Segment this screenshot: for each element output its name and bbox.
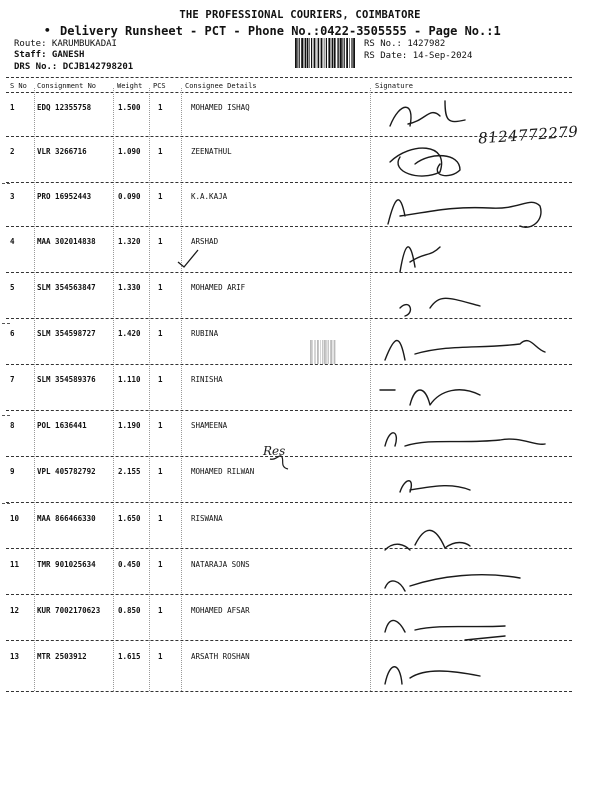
header-rule-top xyxy=(6,77,572,78)
row-consignment-no: VLR 3266716 xyxy=(37,147,87,156)
check-mark-icon xyxy=(176,248,200,268)
signature-mark xyxy=(370,462,570,508)
row-consignment-no: SLM 354563847 xyxy=(37,283,96,292)
staff-label: Staff: GANESH xyxy=(14,50,85,60)
row-sno: 13 xyxy=(10,652,20,661)
col-weight: Weight xyxy=(117,82,143,90)
row-consignee: ARSHAD xyxy=(191,237,219,246)
row-consignee: RISWANA xyxy=(191,514,223,523)
company-title: THE PROFESSIONAL COURIERS, COIMBATORE xyxy=(179,9,421,21)
row-consignee: SHAMEENA xyxy=(191,421,228,430)
row-pcs: 1 xyxy=(158,329,163,338)
row-consignment-no: KUR 7002170623 xyxy=(37,606,101,615)
col-separator xyxy=(113,88,114,691)
handwritten-phone-note: 8124772279 xyxy=(477,122,579,148)
row-sno: 3 xyxy=(10,192,15,201)
row-weight: 1.420 xyxy=(118,329,141,338)
row-pcs: 1 xyxy=(158,652,163,661)
row-consignee: ZEENATHUL xyxy=(191,147,232,156)
row-pcs: 1 xyxy=(158,514,163,523)
route-label: Route: KARUMBUKADAI xyxy=(14,39,117,49)
row-weight: 1.090 xyxy=(118,147,141,156)
signature-mark xyxy=(370,556,570,602)
col-separator xyxy=(34,88,35,691)
row-weight: 1.320 xyxy=(118,237,141,246)
row-pcs: 1 xyxy=(158,467,163,476)
signature-mark xyxy=(370,602,570,648)
rest-stroke-icon xyxy=(268,449,290,471)
row-weight: 0.850 xyxy=(118,606,141,615)
row-sno: 8 xyxy=(10,421,15,430)
col-separator xyxy=(181,88,182,691)
row-consignee: RINISHA xyxy=(191,375,223,384)
col-pcs: PCS xyxy=(153,82,166,90)
row-consignee: MOHAMED AFSAR xyxy=(191,606,250,615)
row-sno: 6 xyxy=(10,329,15,338)
row-consignment-no: MAA 302014838 xyxy=(37,237,96,246)
row-sno: 1 xyxy=(10,103,15,112)
row-weight: 2.155 xyxy=(118,467,141,476)
signature-mark xyxy=(370,510,570,556)
edge-mark xyxy=(2,415,10,416)
row-pcs: 1 xyxy=(158,237,163,246)
row-sno: 4 xyxy=(10,237,15,246)
col-consignee: Consignee Details xyxy=(185,82,257,90)
row-consignee: MOHAMED ARIF xyxy=(191,283,246,292)
row-consignment-no: MAA 866466330 xyxy=(37,514,96,523)
row-sno: 7 xyxy=(10,375,15,384)
barcode xyxy=(295,38,355,68)
edge-mark xyxy=(2,503,10,504)
col-sno: S No xyxy=(10,82,27,90)
row-consignment-no: SLM 354589376 xyxy=(37,375,96,384)
row-consignment-no: POL 1636441 xyxy=(37,421,87,430)
row-weight: 0.090 xyxy=(118,192,141,201)
row-weight: 1.650 xyxy=(118,514,141,523)
signature-mark xyxy=(370,416,570,462)
row-consignment-no: PRO 16952443 xyxy=(37,192,92,201)
signature-mark xyxy=(370,232,570,278)
row-pcs: 1 xyxy=(158,103,163,112)
signature-mark xyxy=(370,324,570,370)
row-consignment-no: TMR 901025634 xyxy=(37,560,96,569)
row-consignment-no: MTR 2503912 xyxy=(37,652,87,661)
row-sno: 2 xyxy=(10,147,15,156)
row-consignment-no: SLM 354598727 xyxy=(37,329,96,338)
row-pcs: 1 xyxy=(158,283,163,292)
faint-barcode xyxy=(310,340,336,364)
row-sno: 11 xyxy=(10,560,20,569)
row-consignment-no: EDQ 12355758 xyxy=(37,103,92,112)
row-consignment-no: VPL 405782792 xyxy=(37,467,96,476)
col-separator xyxy=(149,88,150,691)
rs-date-label: RS Date: 14-Sep-2024 xyxy=(364,51,473,61)
row-weight: 1.110 xyxy=(118,375,141,384)
row-pcs: 1 xyxy=(158,606,163,615)
header-rule-bottom xyxy=(6,92,572,93)
signature-mark xyxy=(370,278,570,324)
row-consignee: NATARAJA SONS xyxy=(191,560,250,569)
row-weight: 1.330 xyxy=(118,283,141,292)
row-weight: 1.190 xyxy=(118,421,141,430)
rs-no-label: RS No.: 1427982 xyxy=(364,39,446,49)
signature-mark xyxy=(370,648,570,694)
row-consignee: MOHAMED ISHAQ xyxy=(191,103,250,112)
row-weight: 1.615 xyxy=(118,652,141,661)
edge-mark xyxy=(2,183,10,184)
signature-mark xyxy=(370,142,570,188)
handwritten-rest-note: Res xyxy=(263,444,286,458)
bullet-mark: • xyxy=(44,24,51,37)
col-signature: Signature xyxy=(375,82,413,90)
row-sno: 10 xyxy=(10,514,20,523)
row-pcs: 1 xyxy=(158,421,163,430)
row-sno: 12 xyxy=(10,606,20,615)
row-pcs: 1 xyxy=(158,375,163,384)
row-consignee: K.A.KAJA xyxy=(191,192,228,201)
drs-label: DRS No.: DCJB142798201 xyxy=(14,62,134,72)
edge-mark xyxy=(2,323,10,324)
row-consignee: ARSATH ROSHAN xyxy=(191,652,250,661)
col-consignment: Consignment No xyxy=(37,82,97,90)
signature-mark xyxy=(370,370,570,416)
runsheet-title: Delivery Runsheet - PCT - Phone No.:0422-3505555 - Page No.:1 xyxy=(60,24,501,38)
row-pcs: 1 xyxy=(158,192,163,201)
row-pcs: 1 xyxy=(158,560,163,569)
row-consignee: MOHAMED RILWAN xyxy=(191,467,255,476)
row-weight: 0.450 xyxy=(118,560,141,569)
row-pcs: 1 xyxy=(158,147,163,156)
row-sno: 9 xyxy=(10,467,15,476)
row-consignee: RUBINA xyxy=(191,329,219,338)
signature-mark xyxy=(370,186,570,232)
row-sno: 5 xyxy=(10,283,15,292)
row-weight: 1.500 xyxy=(118,103,141,112)
